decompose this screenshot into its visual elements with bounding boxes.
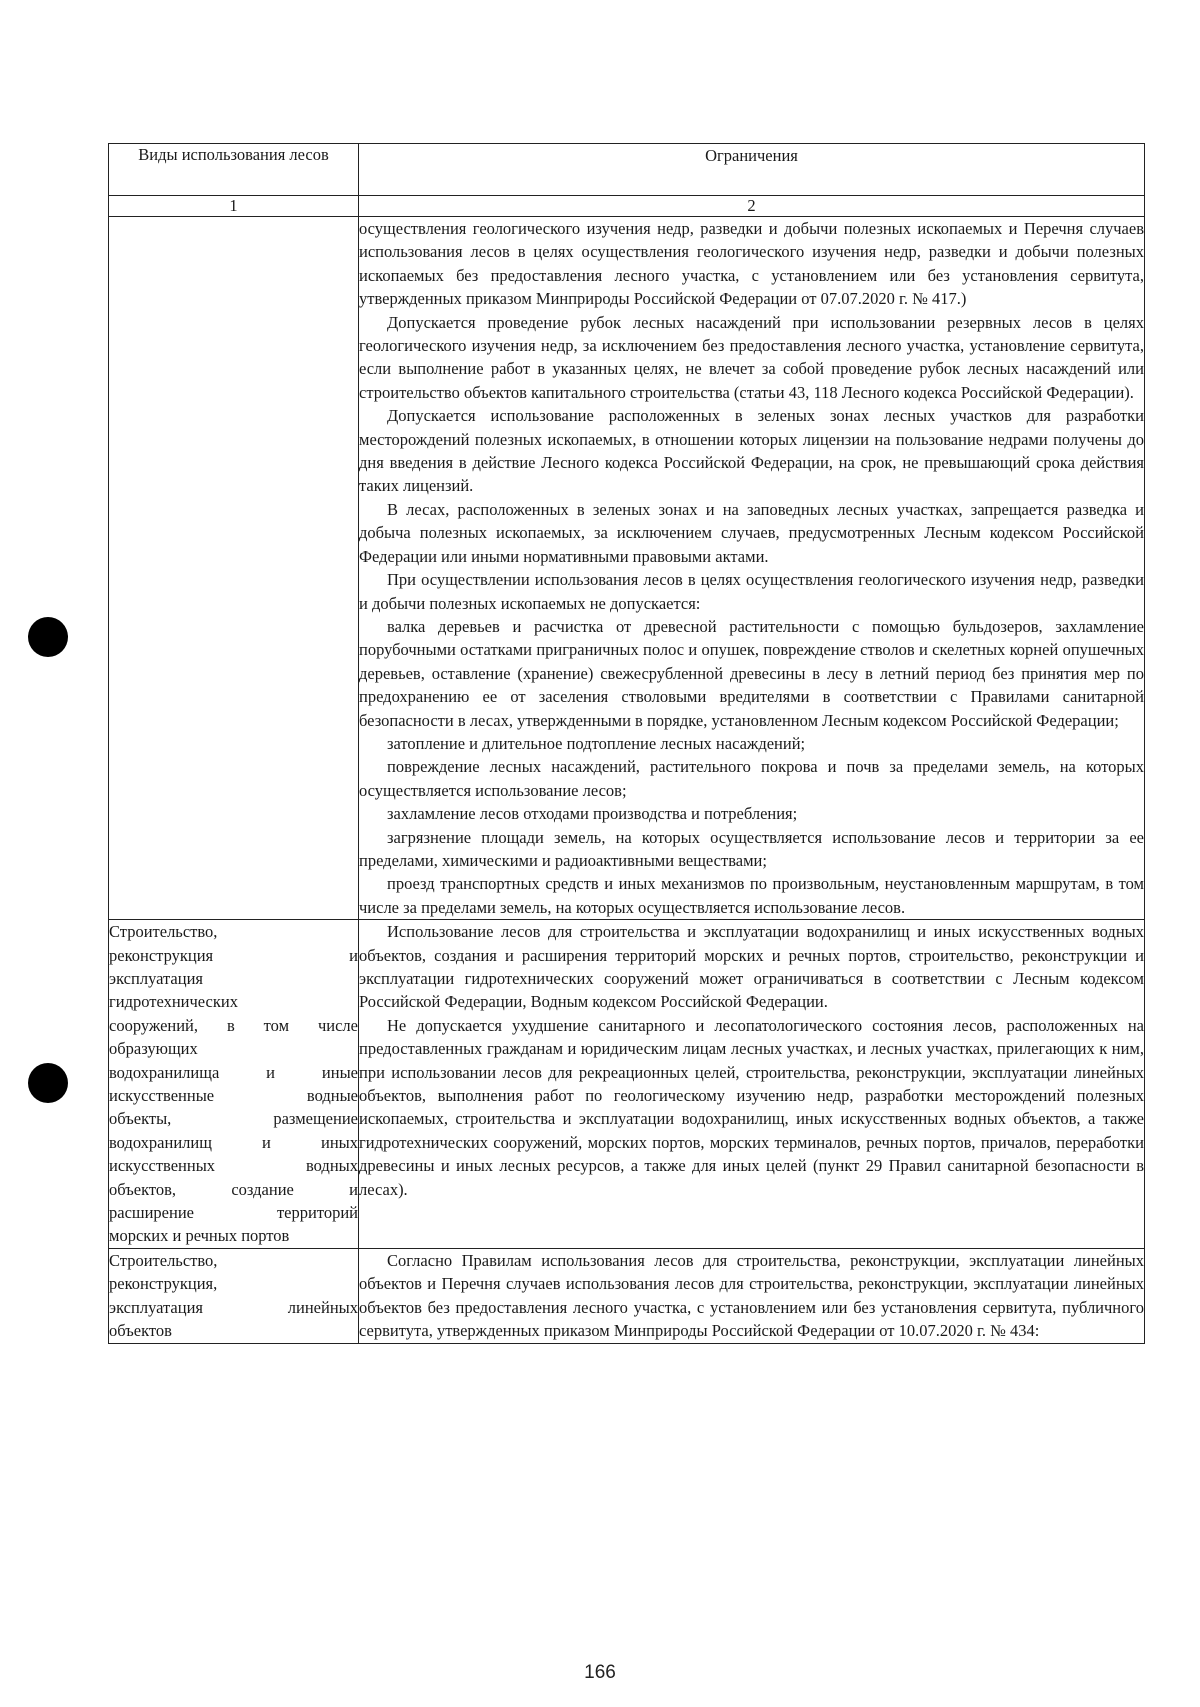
use-type-line: реконструкция и — [109, 945, 358, 965]
use-type-line: морских и речных портов — [109, 1226, 290, 1246]
use-type-line: Строительство, — [109, 1250, 218, 1270]
punch-hole — [28, 1063, 68, 1103]
header-forest-use-types: Виды использования лесов — [109, 144, 359, 196]
use-type-line: объекты, размещение — [109, 1109, 358, 1129]
column-number-2: 2 — [359, 196, 1145, 217]
use-type-line: эксплуатация линейных — [109, 1297, 358, 1317]
restriction-paragraph: осуществления геологического изучения недр, разведки и добычи полезных ископаемых и Перечня случаев использования лесов в целях осуществления геологического изучения недр, разведки и добычи полезных ископаемых без предоставления лесного участка, с установлением или без установления сервитута, утвержденных приказом Минприроды Российской Федерации от 07.07.2020 г. № 417.) — [359, 219, 1144, 309]
restriction-paragraph: Согласно Правилам использования лесов для строительства, реконструкции, эксплуатации линейных объектов и Перечня случаев использования лесов для строительства, реконструкции, эксплуатации линейных объектов без предоставления лесного участка, с установлением или без установления сервитута, публичного сервитута, утвержденных приказом Минприроды Российской Федерации от 10.07.2020 г. № 434: — [359, 1250, 1144, 1341]
restriction-paragraph: В лесах, расположенных в зеленых зонах и на заповедных лесных участках, запрещается разведка и добыча полезных ископаемых, за исключением случаев, предусмотренных Лесным кодексом Российской Федерации или иными нормативными правовыми актами. — [359, 499, 1144, 566]
row-use-type-cell — [109, 1248, 359, 1343]
restriction-paragraph: Допускается использование расположенных в зеленых зонах лесных участков для разработки месторождений полезных ископаемых, в отношении которых лицензии на пользование недрами получены до дня введения в действие Лесного кодекса Российской Федерации, на срок, не превышающий срока действия таких лицензий. — [359, 406, 1144, 496]
row-restrictions-cell — [359, 920, 1145, 1249]
punch-hole — [28, 617, 68, 657]
restriction-paragraph: захламление лесов отходами производства и потребления; — [387, 804, 798, 824]
row-use-type-cell — [109, 920, 359, 1249]
use-type-line: искусственные водные — [109, 1086, 358, 1106]
use-type-line: расширение территорий — [109, 1203, 358, 1223]
use-type-line: водохранилища и иные — [109, 1062, 358, 1082]
use-type-line: эксплуатация — [109, 969, 203, 988]
restriction-paragraph: затопление и длительное подтопление лесных насаждений; — [387, 733, 806, 753]
table-row — [109, 217, 1145, 920]
use-type-line: реконструкция, — [109, 1274, 218, 1294]
restrictions-table — [108, 143, 1145, 1344]
use-type-line: водохранилищ и иных — [109, 1132, 358, 1152]
table-row — [109, 920, 1145, 1249]
use-type-line: искусственных водных — [109, 1156, 358, 1176]
column-number-row — [109, 196, 1145, 217]
use-type-line: объектов, создание и — [109, 1179, 358, 1199]
restriction-paragraph: повреждение лесных насаждений, растительного покрова и почв за пределами земель, на которых осуществляется использование лесов; — [359, 757, 1144, 800]
column-number-1: 1 — [109, 196, 359, 217]
row-restrictions-cell — [359, 1248, 1145, 1343]
restriction-paragraph: Не допускается ухудшение санитарного и лесопатологического состояния лесов, расположенных на предоставленных гражданам и юридическим лицам лесных участках, и лесных участках, прилегающих к ним, при использовании лесов для рекреационных целей, строительства, реконструкции, эксплуатации линейных объектов, выполнения работ по геологическому изучению недр, разработки месторождений полезных ископаемых, строительства и эксплуатации водохранилищ, иных искусственных водных объектов, а также гидротехнических сооружений, морских портов, морских терминалов, речных портов, причалов, переработки древесины и иных лесных ресурсов, а также для иных целей (пункт 29 Правил санитарной безопасности в лесах). — [359, 1015, 1144, 1199]
restriction-paragraph: проезд транспортных средств и иных механизмов по произвольным, неустановленным маршрутам, в том числе за пределами земель, на которых осуществляется использование лесов. — [359, 874, 1144, 917]
header-restrictions: Ограничения — [359, 144, 1145, 196]
use-type-line: Строительство, — [109, 922, 218, 942]
use-type-line: образующих — [109, 1039, 198, 1059]
restriction-paragraph: При осуществлении использования лесов в целях осуществления геологического изучения недр, разведки и добычи полезных ископаемых не допускается: — [359, 570, 1144, 613]
use-type-line: гидротехнических — [109, 992, 238, 1012]
use-type-line: объектов — [109, 1321, 172, 1341]
restriction-paragraph: Использование лесов для строительства и эксплуатации водохранилищ и иных искусственных водных объектов, создания и расширения территорий морских и речных портов, строительство, реконструкции и эксплуатации гидротехнических сооружений может ограничиваться в соответствии с Лесным кодексом Российской Федерации, Водным кодексом Российской Федерации. — [359, 922, 1144, 1012]
row-restrictions-cell — [359, 217, 1145, 920]
row-use-type-cell — [109, 217, 359, 920]
table-header-row — [109, 144, 1145, 196]
table-row — [109, 1248, 1145, 1343]
page-number: 166 — [584, 1662, 616, 1683]
restriction-paragraph: валка деревьев и расчистка от древесной растительности с помощью бульдозеров, захламление порубочными остатками приграничных полос и опушек, повреждение стволов и скелетных корней опушечных деревьев, оставление (хранение) свежесрубленной древесины в лесу в летний период без принятия мер по предохранению ее от заселения стволовыми вредителями в соответствии с Правилами санитарной безопасности в лесах, утвержденными в порядке, установленном Лесным кодексом Российской Федерации; — [359, 616, 1144, 730]
restriction-paragraph: загрязнение площади земель, на которых осуществляется использование лесов и территории за ее пределами, химическими и радиоактивными веществами; — [359, 827, 1144, 870]
use-type-line: сооружений, в том числе — [109, 1015, 358, 1035]
restriction-paragraph: Допускается проведение рубок лесных насаждений при использовании резервных лесов в целях геологического изучения недр, за исключением без предоставления лесного участка, установление сервитута, если выполнение работ в указанных целях, не влечет за собой проведение рубок лесных насаждений или строительство объектов капитального строительства (статьи 43, 118 Лесного кодекса Российской Федерации). — [359, 312, 1144, 402]
